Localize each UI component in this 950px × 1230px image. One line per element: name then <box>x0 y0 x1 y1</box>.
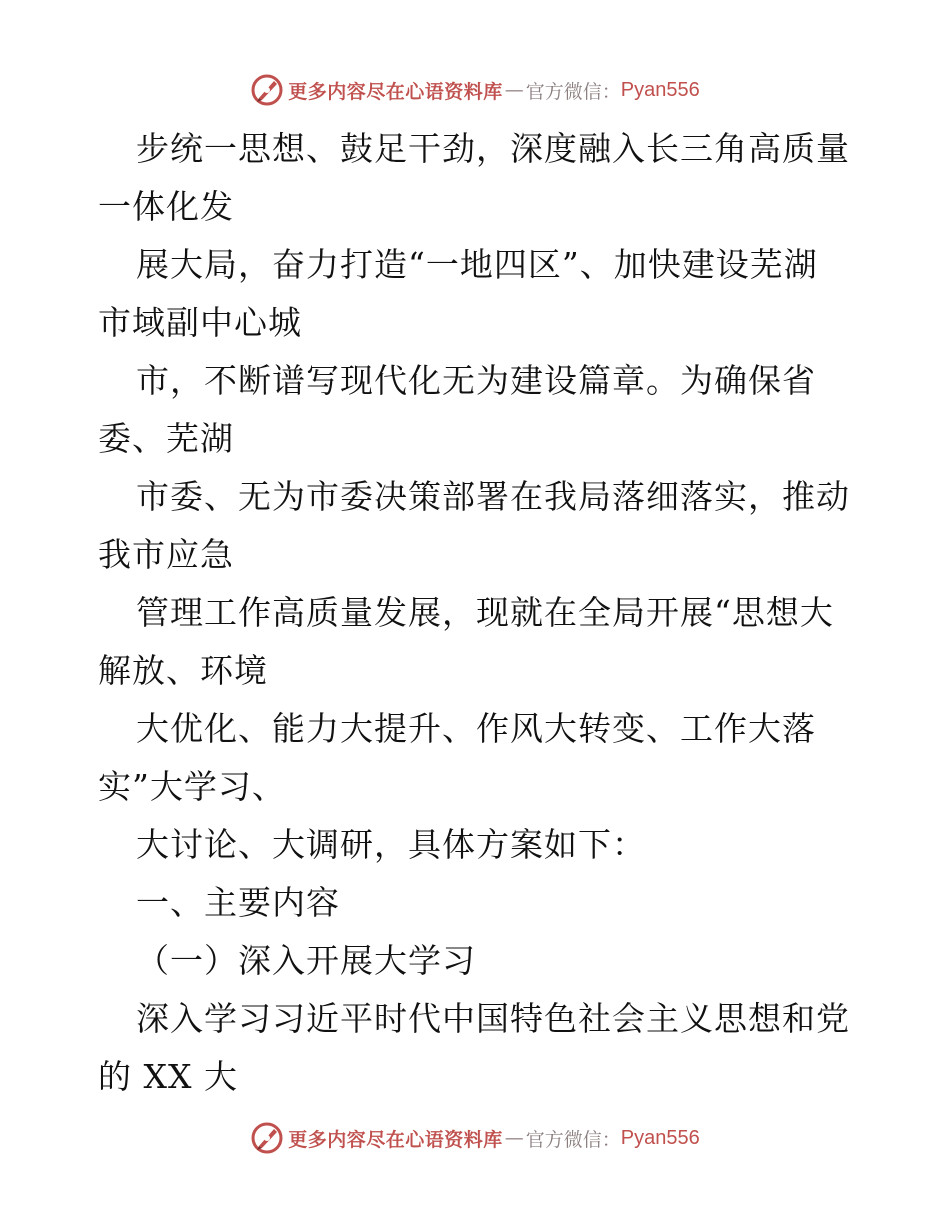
footer-watermark-banner <box>0 1118 950 1158</box>
text-line: 步统一思想、鼓足干劲，深度融入长三角高质量 <box>136 129 850 168</box>
brand-text: 更多内容尽在心语资料库 <box>288 1128 503 1151</box>
wechat-id: Pyan556 <box>620 1126 700 1149</box>
quill-pen-logo-icon <box>250 73 284 107</box>
wechat-label: 官方微信： <box>525 1128 621 1151</box>
text-line: 管理工作高质量发展，现就在全局开展“思想大 <box>136 593 834 632</box>
document-body <box>98 120 858 1106</box>
brand-text: 更多内容尽在心语资料库 <box>288 80 503 103</box>
banner-separator: — <box>504 1127 524 1149</box>
header-watermark-banner <box>0 70 950 110</box>
text-line: 市委、无为市委决策部署在我局落细落实，推动 <box>136 477 850 516</box>
subsection-heading: （一）深入开展大学习 <box>136 941 476 980</box>
wechat-label: 官方微信： <box>525 80 621 103</box>
text-line: 的 XX 大 <box>98 1057 238 1096</box>
text-line: 深入学习习近平时代中国特色社会主义思想和党 <box>136 999 850 1038</box>
text-line: 展大局，奋力打造“一地四区”、加快建设芜湖 <box>136 245 818 284</box>
text-line: 市域副中心城 <box>98 303 302 342</box>
text-line: 市，不断谱写现代化无为建设篇章。为确保省 <box>136 361 816 400</box>
banner-separator: — <box>504 79 524 101</box>
text-line: 实”大学习、 <box>98 767 286 806</box>
text-line: 大优化、能力大提升、作风大转变、工作大落 <box>136 709 816 748</box>
wechat-id: Pyan556 <box>620 78 700 101</box>
text-line: 我市应急 <box>98 535 234 574</box>
text-line: 大讨论、大调研，具体方案如下： <box>136 825 646 864</box>
section-heading: 一、主要内容 <box>136 883 340 922</box>
text-line: 解放、环境 <box>98 651 268 690</box>
quill-pen-logo-icon <box>250 1121 284 1155</box>
text-line: 委、芜湖 <box>98 419 234 458</box>
text-line: 一体化发 <box>98 187 234 226</box>
